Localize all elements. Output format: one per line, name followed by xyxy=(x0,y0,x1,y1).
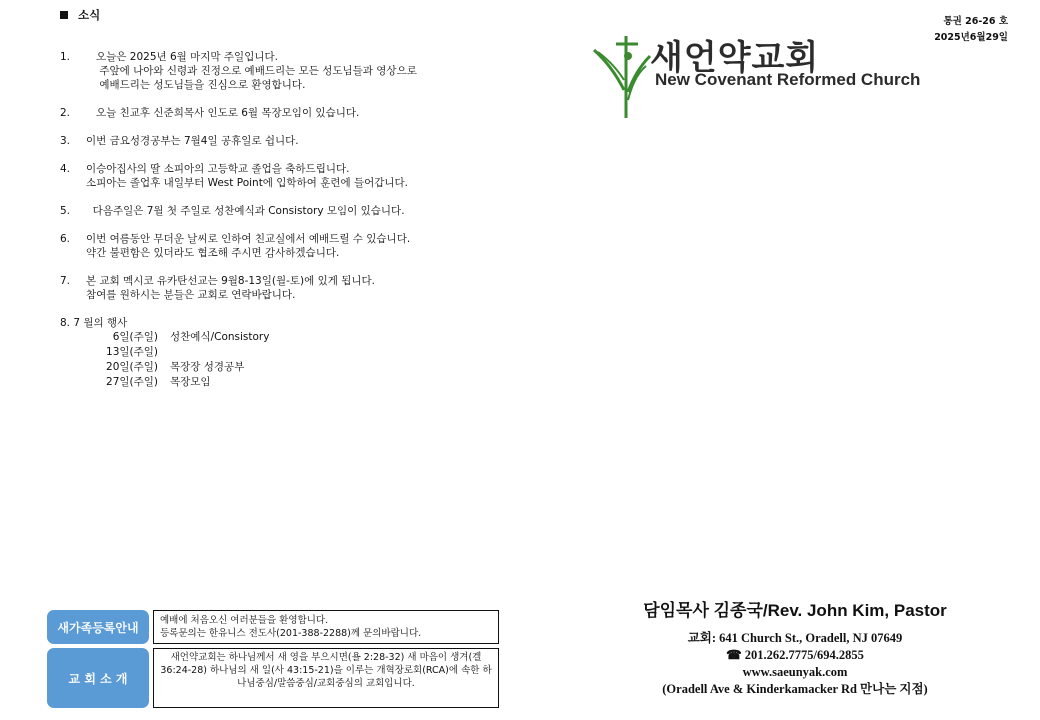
event-date: 27일(주일) xyxy=(106,376,158,388)
intro-panel xyxy=(47,648,499,708)
news-list xyxy=(60,50,540,302)
news-item-line: 주앞에 나아와 신령과 진정으로 예배드리는 모든 성도님들과 영상으로 xyxy=(86,65,417,77)
news-item-number: 5. xyxy=(60,205,71,217)
registration-panel xyxy=(47,610,499,644)
news-header-label: 소식 xyxy=(78,8,101,22)
church-logo xyxy=(590,30,990,120)
church-location: (Oradell Ave & Kinderkamacker Rd 만나는 지점) xyxy=(662,682,928,696)
news-item-line: 소피아는 졸업후 내일부터 West Point에 입학하여 훈련에 들어갑니다. xyxy=(86,177,409,189)
news-item xyxy=(60,274,540,302)
news-item-number: 2. xyxy=(60,107,71,119)
church-phone: ☎ 201.262.7775/694.2855 xyxy=(726,648,864,662)
news-header xyxy=(60,8,540,22)
church-website[interactable]: www.saeunyak.com xyxy=(742,665,848,679)
news-item xyxy=(60,162,540,190)
news-item xyxy=(60,204,540,218)
event-name xyxy=(158,345,170,360)
pastor-name: 담임목사 김종국/Rev. John Kim, Pastor xyxy=(643,601,947,620)
news-item-line: 예배드리는 성도님들을 진심으로 환영합니다. xyxy=(86,79,306,91)
registration-box xyxy=(153,610,499,644)
issue-number: 통권 26-26 호 xyxy=(943,16,1008,27)
intro-box: 새언약교회는 하나님께서 새 영을 부으시면(욜 2:28-32) 새 마음이 생겨(겔 36:24-28) 하나님의 새 일(사 43:15-21)을 이루는 개혁장로회(RCA)에 속한 하나님중심/말씀중심/교회중심의 교회입니다. xyxy=(153,648,499,708)
news-item-line: 본 교회 멕시코 유카탄선교는 9월8-13일(월-토)에 있게 됩니다. xyxy=(86,275,376,287)
news-item xyxy=(60,232,540,260)
logo-korean-name: 새언약교회 xyxy=(650,38,820,78)
event-date: 13일(주일) xyxy=(106,346,158,358)
news-item-line: 이번 금요성경공부는 7월4일 공휴일로 쉽니다. xyxy=(86,135,299,147)
registration-tag: 새가족등록안내 xyxy=(47,610,149,644)
events-list xyxy=(60,330,540,390)
news-item-line: 이번 여름동안 무더운 날씨로 인하여 친교실에서 예배드릴 수 있습니다. xyxy=(86,233,411,245)
news-item-number: 6. xyxy=(60,233,71,245)
church-contact xyxy=(560,630,1030,698)
event-row xyxy=(60,345,540,360)
news-item-number: 7. xyxy=(60,275,71,287)
square-bullet-icon xyxy=(60,11,68,19)
news-item-line: 참여를 원하시는 분들은 교회로 연락바랍니다. xyxy=(86,289,296,301)
news-item-line: 이승아집사의 딸 소피아의 고등학교 졸업을 축하드립니다. xyxy=(86,163,350,175)
event-date: 20일(주일) xyxy=(106,361,158,373)
news-item-number: 1. xyxy=(60,51,71,63)
intro-tag: 교 회 소 개 xyxy=(47,648,149,708)
cross-tree-icon xyxy=(590,30,654,122)
event-name: 성찬예식/Consistory xyxy=(170,331,270,343)
event-name: 목장모임 xyxy=(170,376,211,388)
news-section xyxy=(60,8,540,390)
event-row xyxy=(60,330,540,345)
events-title: 8. 7 월의 행사 xyxy=(60,317,128,329)
news-item xyxy=(60,106,540,120)
news-item xyxy=(60,50,540,92)
news-item xyxy=(60,134,540,148)
news-item-line: 오늘은 2025년 6월 마지막 주일입니다. xyxy=(86,51,278,63)
news-item-line: 오늘 친교후 신준희목사 인도로 6월 목장모임이 있습니다. xyxy=(86,107,360,119)
church-address: 교회: 641 Church St., Oradell, NJ 07649 xyxy=(687,631,903,645)
event-row xyxy=(60,375,540,390)
news-item-line: 약간 불편함은 있더라도 협조해 주시면 감사하겠습니다. xyxy=(86,247,340,259)
event-row xyxy=(60,360,540,375)
news-item-number: 4. xyxy=(60,163,71,175)
registration-line-2: 등록문의는 한유니스 전도사(201-388-2288)께 문의바랍니다. xyxy=(160,628,422,639)
news-item-line: 다음주일은 7월 첫 주일로 성찬예식과 Consistory 모임이 있습니다. xyxy=(86,205,405,217)
news-item-number: 3. xyxy=(60,135,71,147)
registration-line-1: 예배에 처음오신 여러분들을 환영합니다. xyxy=(160,615,329,626)
event-date: 6일(주일) xyxy=(112,331,158,343)
event-name: 목장장 성경공부 xyxy=(170,361,245,373)
issue-date: 2025년6월29일 xyxy=(934,32,1008,43)
logo-english-name: New Covenant Reformed Church xyxy=(655,70,921,89)
